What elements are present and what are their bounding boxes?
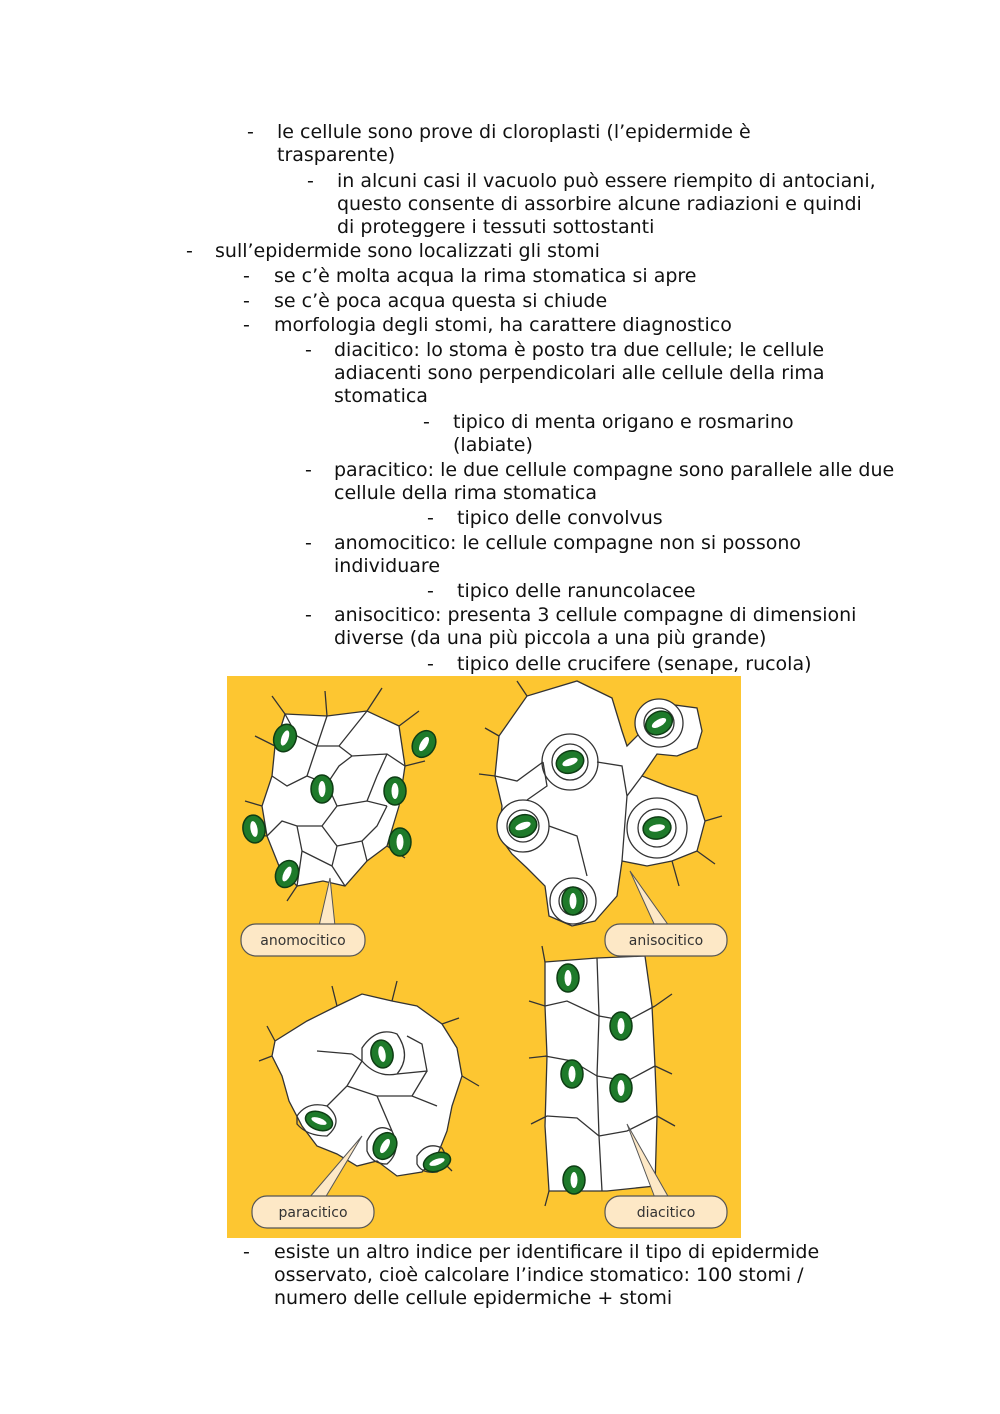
diacitico-label: diacitico <box>636 1205 696 1221</box>
stomata-illustration <box>227 676 741 1238</box>
list-item: esiste un altro indice per identificare il tipo di epidermide osservato, cioè calcolare l’indice stomatico: 100 stomi / numero delle cellule epidermiche + stomi <box>274 1241 820 1309</box>
bullet-dash: - <box>305 532 312 554</box>
bullet-dash: - <box>305 339 312 361</box>
anisocitico-label: anisocitico <box>628 933 704 949</box>
list-item: tipico di menta origano e rosmarino (labiate) <box>453 411 794 456</box>
list-item: anomocitico: le cellule compagne non si possono individuare <box>334 532 802 577</box>
bullet-dash: - <box>307 170 314 192</box>
paracitico-label: paracitico <box>278 1205 348 1221</box>
list-item: diacitico: lo stoma è posto tra due cellule; le cellule adiacenti sono perpendicolari alle cellule della rima stomatica <box>334 339 825 407</box>
bullet-dash: - <box>186 240 193 262</box>
bullet-dash: - <box>243 290 250 312</box>
bullet-dash: - <box>243 265 250 287</box>
bullet-dash: - <box>423 411 430 433</box>
list-item: paracitico: le due cellule compagne sono parallele alle due cellule della rima stomatica <box>334 459 895 504</box>
list-item: anisocitico: presenta 3 cellule compagne di dimensioni diverse (da una più piccola a una più grande) <box>334 604 857 649</box>
list-item: se c’è poca acqua questa si chiude <box>274 290 608 312</box>
bullet-dash: - <box>305 604 312 626</box>
list-item: tipico delle convolvus <box>457 507 663 529</box>
bullet-dash: - <box>247 121 254 143</box>
bullet-dash: - <box>305 459 312 481</box>
anisocitico-diagram <box>479 681 722 926</box>
list-item: in alcuni casi il vacuolo può essere riempito di antociani, questo consente di assorbire alcune radiazioni e quindi di proteggere i tessuti sottostanti <box>337 170 876 238</box>
bullet-dash: - <box>243 314 250 336</box>
bullet-dash: - <box>427 580 434 602</box>
diacitico-diagram <box>529 941 675 1206</box>
list-item: tipico delle crucifere (senape, rucola) <box>457 653 812 675</box>
bullet-dash: - <box>427 653 434 675</box>
list-item: se c’è molta acqua la rima stomatica si apre <box>274 265 697 287</box>
bullet-dash: - <box>243 1241 250 1263</box>
paracitico-diagram <box>259 981 479 1176</box>
stomata-figure <box>227 676 741 1238</box>
list-item: sull’epidermide sono localizzati gli stomi <box>215 240 600 262</box>
bullet-dash: - <box>427 507 434 529</box>
list-item: morfologia degli stomi, ha carattere diagnostico <box>274 314 732 336</box>
list-item: le cellule sono prove di cloroplasti (l’epidermide è trasparente) <box>277 121 751 166</box>
list-item: tipico delle ranuncolacee <box>457 580 696 602</box>
anomocitico-label: anomocitico <box>260 933 346 949</box>
